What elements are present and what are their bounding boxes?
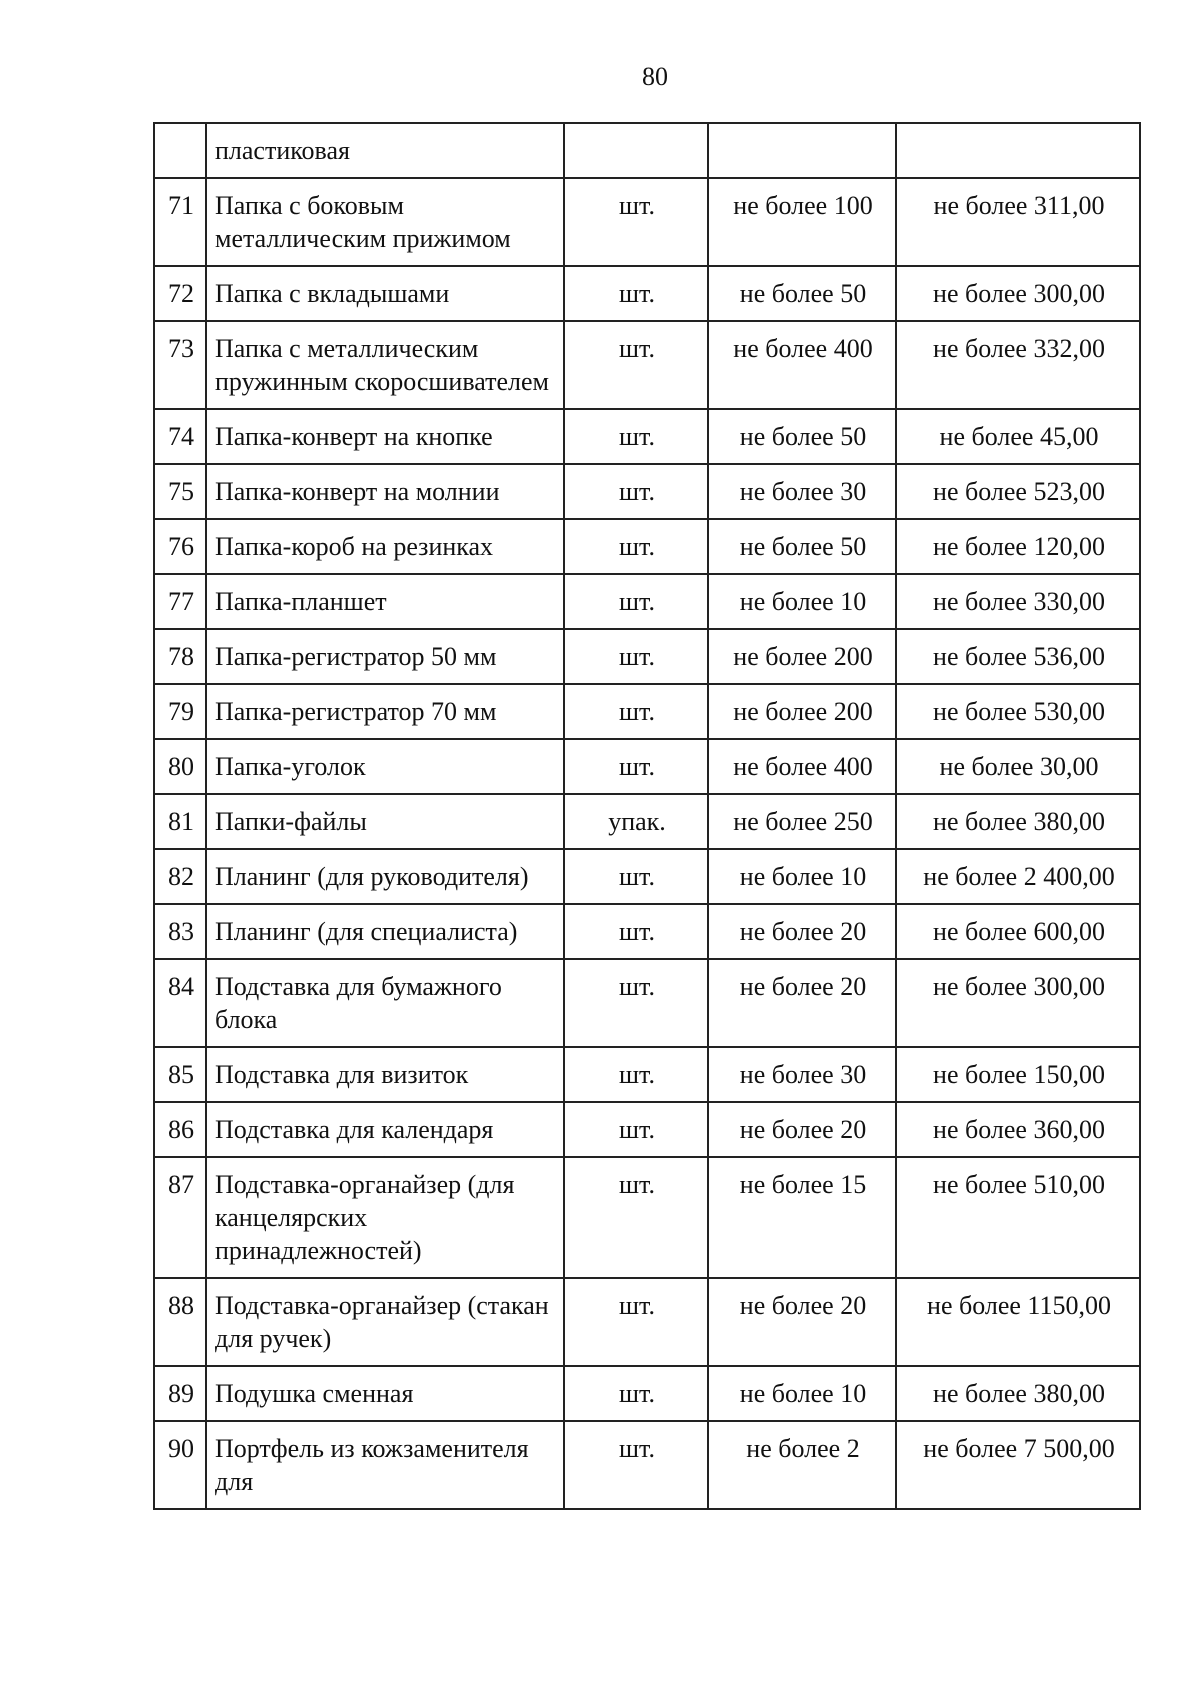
item-quantity: не более 15 [708,1157,896,1278]
item-unit: шт. [564,1102,708,1157]
item-quantity: не более 30 [708,1047,896,1102]
row-number: 76 [154,519,206,574]
item-quantity: не более 20 [708,904,896,959]
item-price: не более 7 500,00 [896,1421,1140,1509]
item-quantity: не более 250 [708,794,896,849]
item-unit: шт. [564,409,708,464]
table-row [154,739,1140,794]
item-name: Папка с боковым металлическим прижимом [206,178,564,266]
table-row [154,1047,1140,1102]
table-row [154,684,1140,739]
item-name: Подставка для визиток [206,1047,564,1102]
item-quantity: не более 400 [708,739,896,794]
table-row [154,321,1140,409]
row-number: 71 [154,178,206,266]
item-unit: шт. [564,1366,708,1421]
item-quantity: не более 200 [708,629,896,684]
table-row [154,794,1140,849]
items-table [153,122,1141,1510]
item-name: Планинг (для руководителя) [206,849,564,904]
table-row [154,519,1140,574]
item-price: не более 330,00 [896,574,1140,629]
items-table-body [154,123,1140,1509]
item-price: не более 332,00 [896,321,1140,409]
item-price: не более 600,00 [896,904,1140,959]
item-quantity: не более 2 [708,1421,896,1509]
table-row [154,1366,1140,1421]
item-unit: шт. [564,959,708,1047]
item-quantity: не более 10 [708,574,896,629]
item-price [896,123,1140,178]
item-quantity: не более 50 [708,266,896,321]
row-number: 82 [154,849,206,904]
item-name: Подставка-органайзер (для канцелярских принадлежностей) [206,1157,564,1278]
row-number [154,123,206,178]
item-price: не более 300,00 [896,959,1140,1047]
item-price: не более 120,00 [896,519,1140,574]
item-price: не более 300,00 [896,266,1140,321]
item-quantity: не более 400 [708,321,896,409]
item-unit: шт. [564,574,708,629]
row-number: 78 [154,629,206,684]
row-number: 79 [154,684,206,739]
row-number: 72 [154,266,206,321]
item-quantity: не более 10 [708,849,896,904]
item-price: не более 150,00 [896,1047,1140,1102]
table-row [154,849,1140,904]
item-name: Подставка для календаря [206,1102,564,1157]
item-price: не более 510,00 [896,1157,1140,1278]
item-name: Папка-планшет [206,574,564,629]
row-number: 85 [154,1047,206,1102]
item-price: не более 30,00 [896,739,1140,794]
item-price: не более 45,00 [896,409,1140,464]
item-quantity: не более 30 [708,464,896,519]
item-name: Подставка-органайзер (стакан для ручек) [206,1278,564,1366]
item-name: Портфель из кожзаменителя для [206,1421,564,1509]
row-number: 81 [154,794,206,849]
table-row [154,409,1140,464]
item-price: не более 1150,00 [896,1278,1140,1366]
row-number: 80 [154,739,206,794]
table-row [154,1278,1140,1366]
item-unit: шт. [564,1157,708,1278]
table-row [154,178,1140,266]
table-row [154,1157,1140,1278]
item-name: Папка с вкладышами [206,266,564,321]
item-unit: шт. [564,1421,708,1509]
item-name: Папка-регистратор 50 мм [206,629,564,684]
item-price: не более 536,00 [896,629,1140,684]
item-quantity: не более 20 [708,1278,896,1366]
item-name: Папка-уголок [206,739,564,794]
row-number: 84 [154,959,206,1047]
item-unit: шт. [564,1047,708,1102]
item-unit: шт. [564,266,708,321]
item-unit: шт. [564,519,708,574]
row-number: 83 [154,904,206,959]
table-row [154,1421,1140,1509]
item-price: не более 523,00 [896,464,1140,519]
item-unit: шт. [564,849,708,904]
item-price: не более 530,00 [896,684,1140,739]
row-number: 73 [154,321,206,409]
row-number: 74 [154,409,206,464]
item-price: не более 2 400,00 [896,849,1140,904]
item-name: Папка-короб на резинках [206,519,564,574]
table-row [154,959,1140,1047]
item-price: не более 311,00 [896,178,1140,266]
item-name: Папки-файлы [206,794,564,849]
item-unit: шт. [564,464,708,519]
item-unit: шт. [564,178,708,266]
item-name: Папка-конверт на молнии [206,464,564,519]
item-unit: шт. [564,739,708,794]
item-unit: упак. [564,794,708,849]
item-quantity: не более 20 [708,959,896,1047]
item-name: пластиковая [206,123,564,178]
row-number: 88 [154,1278,206,1366]
item-name: Подставка для бумажного блока [206,959,564,1047]
row-number: 90 [154,1421,206,1509]
table-row [154,574,1140,629]
row-number: 86 [154,1102,206,1157]
item-quantity: не более 20 [708,1102,896,1157]
table-row [154,1102,1140,1157]
item-quantity: не более 50 [708,519,896,574]
item-quantity: не более 100 [708,178,896,266]
item-unit [564,123,708,178]
item-price: не более 360,00 [896,1102,1140,1157]
item-unit: шт. [564,321,708,409]
item-price: не более 380,00 [896,1366,1140,1421]
item-quantity: не более 10 [708,1366,896,1421]
table-row [154,629,1140,684]
table-row [154,904,1140,959]
item-name: Планинг (для специалиста) [206,904,564,959]
item-unit: шт. [564,904,708,959]
item-name: Папка-регистратор 70 мм [206,684,564,739]
item-quantity: не более 50 [708,409,896,464]
item-price: не более 380,00 [896,794,1140,849]
item-quantity [708,123,896,178]
table-row [154,266,1140,321]
item-unit: шт. [564,684,708,739]
item-name: Папка-конверт на кнопке [206,409,564,464]
table-row [154,123,1140,178]
item-quantity: не более 200 [708,684,896,739]
table-row [154,464,1140,519]
row-number: 77 [154,574,206,629]
row-number: 75 [154,464,206,519]
item-unit: шт. [564,1278,708,1366]
item-unit: шт. [564,629,708,684]
page-number: 80 [642,62,668,91]
item-name: Подушка сменная [206,1366,564,1421]
row-number: 87 [154,1157,206,1278]
item-name: Папка с металлическим пружинным скоросшивателем [206,321,564,409]
row-number: 89 [154,1366,206,1421]
